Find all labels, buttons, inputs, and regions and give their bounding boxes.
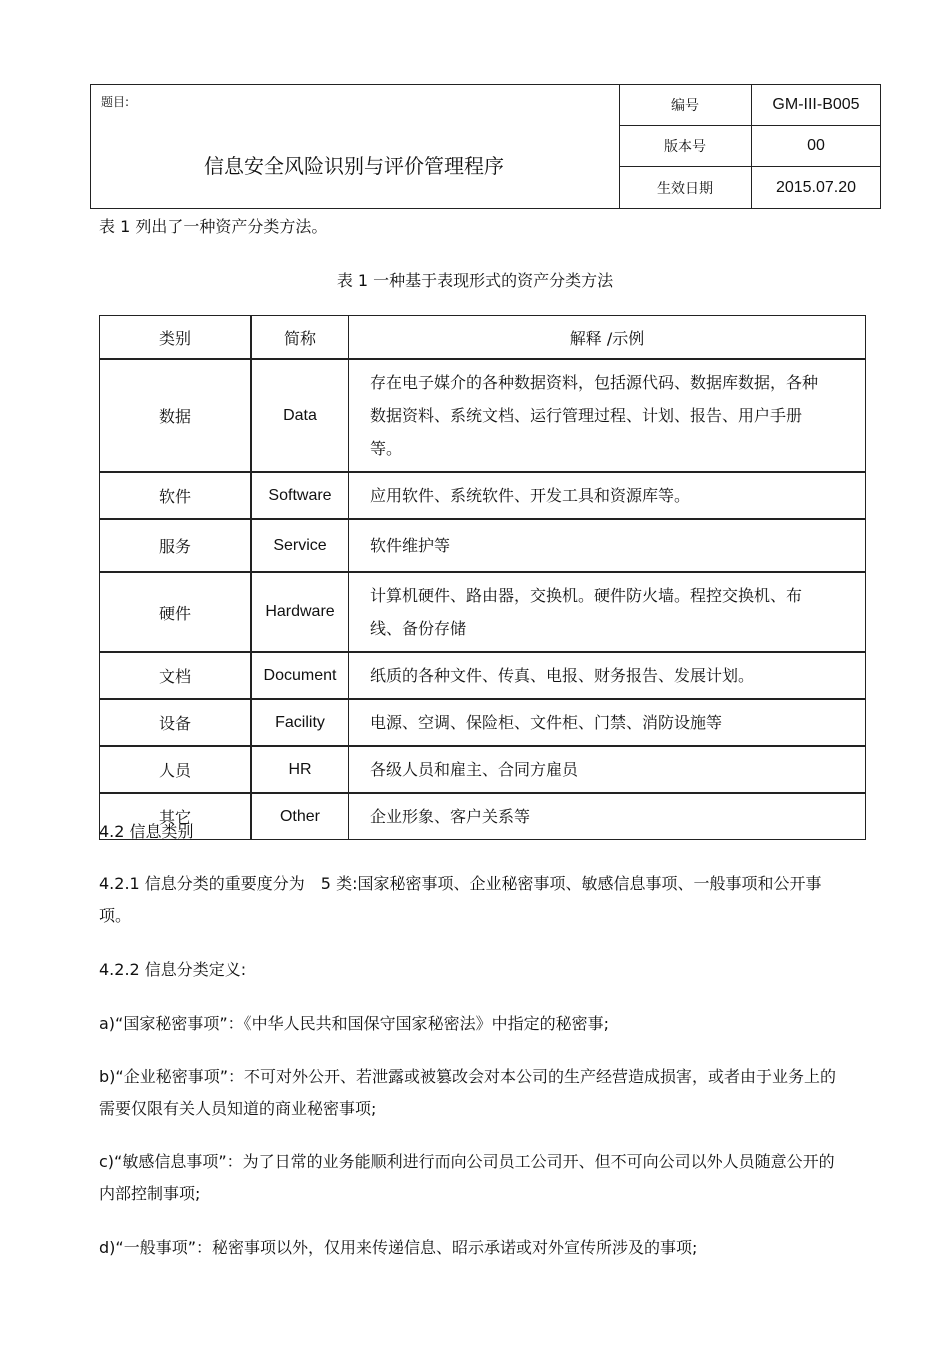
section-heading: 4.2 信息类别 [99,822,194,841]
paragraph: a)“国家秘密事项”：《中华人民共和国保守国家秘密法》中指定的秘密事; [99,1014,610,1033]
table-caption: 表 1 一种基于表现形式的资产分类方法 [336,271,614,290]
paragraph: 4.2.1 信息分类的重要度分为 5 类:国家秘密事项、企业秘密事项、敏感信息事项、一般事项和公开事项。 [99,874,822,925]
table-row [100,472,866,519]
cell-desc: 电源、空调、保险柜、文件柜、门禁、消防设施等 [349,699,866,746]
table-row [100,699,866,746]
header-value: GM-III-B005 [772,96,860,113]
cell-abbr: HR [251,746,349,793]
table-row [100,572,866,652]
table-header-row [100,316,866,360]
document-title: 信息安全风险识别与评价管理程序 [204,154,504,178]
column-header-desc: 解释 /示例 [349,316,866,360]
cell-abbr: Data [251,359,349,472]
cell-category: 其它 [100,793,252,840]
cell-category: 设备 [100,699,252,746]
cell-desc: 纸质的各种文件、传真、电报、财务报告、发展计划。 [349,652,866,699]
header-row-effective-date [619,167,881,208]
table-row [100,746,866,793]
header-value: 00 [807,137,825,154]
cell-category: 硬件 [100,572,252,652]
cell-category: 软件 [100,472,252,519]
cell-desc: 应用软件、系统软件、开发工具和资源库等。 [349,472,866,519]
header-key: 编号 [619,85,752,125]
header-key: 版本号 [619,126,752,166]
document-header [90,84,881,209]
table-row [100,652,866,699]
header-value: 2015.07.20 [775,178,857,196]
table-row [100,519,866,572]
cell-desc: 存在电子媒介的各种数据资料，包括源代码、数据库数据，各种数据资料、系统文档、运行管理过程、计划、报告、用户手册等。 [349,359,866,472]
cell-abbr: Software [251,472,349,519]
header-key: 生效日期 [619,167,752,208]
cell-abbr: Other [251,793,349,840]
table-row [100,359,866,472]
cell-desc: 软件维护等 [349,519,866,572]
paragraph: 4.2.2 信息分类定义: [99,960,247,979]
paragraph: b)“企业秘密事项”：不可对外公开、若泄露或被篡改会对本公司的生产经营造成损害，或者由于业务上的需要仅限有关人员知道的商业秘密事项; [99,1067,836,1118]
cell-category: 人员 [100,746,252,793]
cell-category: 数据 [100,359,252,472]
header-row-number [619,85,881,126]
cell-desc: 计算机硬件、路由器，交换机。硬件防火墙。程控交换机、布线、备份存储 [349,572,866,652]
column-header-category: 类别 [100,316,252,360]
header-row-version [619,126,881,167]
cell-abbr: Service [251,519,349,572]
paragraph: d)“一般事项”：秘密事项以外，仅用来传递信息、昭示承诺或对外宣传所涉及的事项; [99,1238,698,1257]
title-cell [91,85,620,208]
intro-text: 表 1 列出了一种资产分类方法。 [99,217,328,236]
cell-category: 文档 [100,652,252,699]
cell-desc: 各级人员和雇主、合同方雇员 [349,746,866,793]
title-label: 题目: [101,95,130,109]
cell-abbr: Document [251,652,349,699]
asset-classification-table [99,315,866,840]
cell-abbr: Facility [251,699,349,746]
cell-abbr: Hardware [251,572,349,652]
column-header-abbr: 简称 [251,316,349,360]
cell-category: 服务 [100,519,252,572]
paragraph: c)“敏感信息事项”：为了日常的业务能顺利进行而向公司员工公司开、但不可向公司以外人员随意公开的内部控制事项; [99,1152,835,1203]
cell-desc: 企业形象、客户关系等 [349,793,866,840]
